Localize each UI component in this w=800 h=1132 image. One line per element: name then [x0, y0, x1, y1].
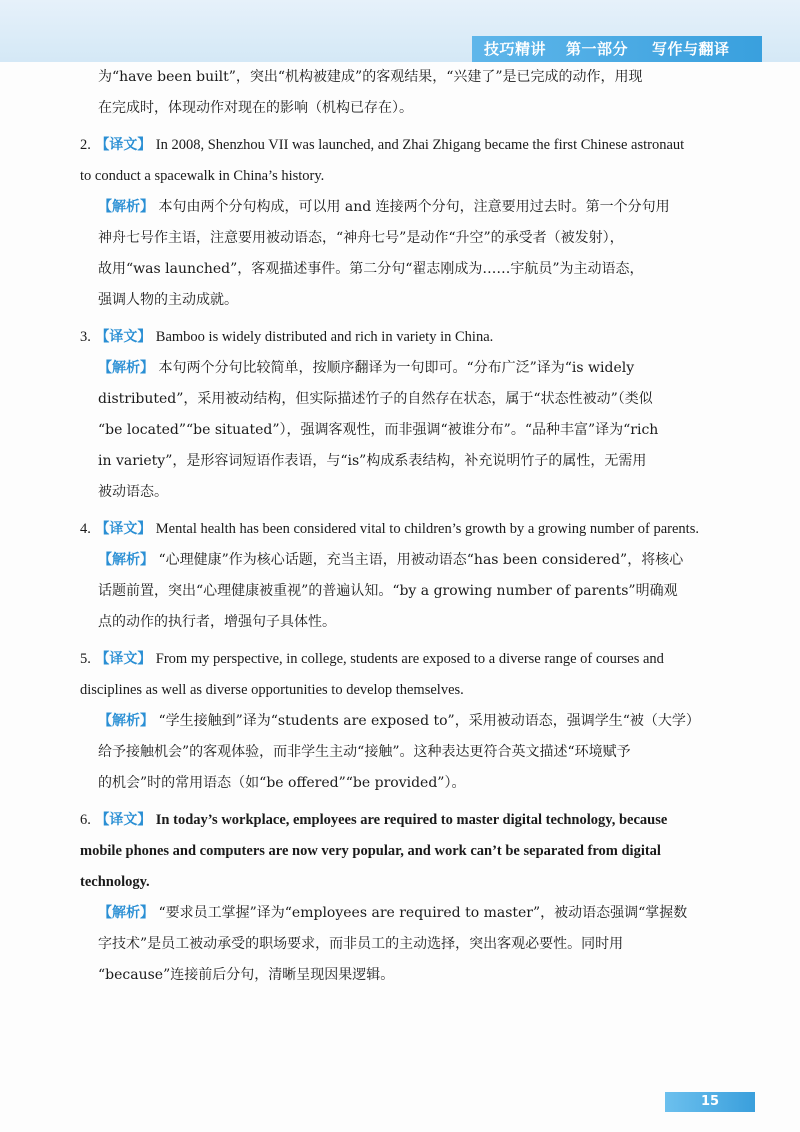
translation-text: technology. [80, 874, 150, 890]
item-line [80, 805, 700, 836]
translation-text: Bamboo is widely distributed and rich in variety in China. [155, 329, 494, 345]
item-line [80, 322, 700, 353]
analysis-tag: 【解析】 [98, 552, 154, 568]
translation-tag: 【译文】 [95, 521, 152, 537]
translation-text: disciplines as well as diverse opportunities to develop themselves. [80, 682, 464, 698]
translation-text: mobile phones and computers are now very popular, and work can’t be separated from digital [80, 843, 661, 859]
text-line [80, 161, 700, 192]
analysis-text: distributed”，采用被动结构，但实际描述竹子的自然存在状态，属于“状态性被动”（类似 [98, 391, 653, 407]
analysis-text: 为“have been built”，突出“机构被建成”的客观结果，“兴建了”是已完成的动作，用现 [98, 69, 643, 85]
translation-text: From my perspective, in college, students are exposed to a diverse range of courses and [155, 651, 664, 667]
translation-text: In 2008, Shenzhou VII was launched, and Zhai Zhigang became the first Chinese astronaut [155, 137, 685, 153]
item-number: 5. [80, 651, 91, 667]
translation-text: to conduct a spacewalk in China’s history. [80, 168, 325, 184]
text-line [80, 477, 700, 508]
analysis-tag: 【解析】 [98, 360, 154, 376]
translation-tag: 【译文】 [95, 137, 152, 153]
text-line [80, 223, 700, 254]
text-line [80, 93, 700, 124]
answer-content [80, 62, 700, 991]
analysis-text: 本句由两个分句构成，可以用 and 连接两个分句，注意要用过去时。第一个分句用 [158, 199, 670, 215]
analysis-tag: 【解析】 [98, 713, 154, 729]
analysis-text: “学生接触到”译为“students are exposed to”，采用被动语态，强调学生“被（大学） [158, 713, 700, 729]
item-number: 2. [80, 137, 91, 153]
header-section-title: 技巧精讲 [484, 40, 547, 58]
analysis-tag: 【解析】 [98, 199, 154, 215]
text-line [80, 192, 700, 223]
translation-tag: 【译文】 [95, 329, 152, 345]
analysis-text: “要求员工掌握”译为“employees are required to master”，被动语态强调“掌握数 [158, 905, 688, 921]
translation-tag: 【译文】 [95, 812, 152, 828]
text-line [80, 867, 700, 898]
analysis-text: in variety”，是形容词短语作表语，与“is”构成系表结构，补充说明竹子的属性，无需用 [98, 453, 647, 469]
item-line [80, 644, 700, 675]
text-line [80, 446, 700, 477]
text-line [80, 929, 700, 960]
text-line [80, 384, 700, 415]
analysis-text: 点的动作的执行者，增强句子具体性。 [98, 614, 336, 630]
analysis-tag: 【解析】 [98, 905, 154, 921]
text-line [80, 768, 700, 799]
analysis-text: 故用“was launched”，客观描述事件。第二分句“翟志刚成为……宇航员”为主动语态， [98, 261, 644, 277]
translation-text: In today’s workplace, employees are required to master digital technology, because [155, 812, 668, 828]
text-line [80, 898, 700, 929]
analysis-text: “be located”“be situated”），强调客观性，而非强调“被谁分布”。“品种丰富”译为“rich [98, 422, 659, 438]
item-number: 6. [80, 812, 91, 828]
text-line [80, 576, 700, 607]
item-line [80, 514, 700, 545]
analysis-text: 字技术”是员工被动承受的职场要求，而非员工的主动选择，突出客观必要性。同时用 [98, 936, 624, 952]
analysis-text: “because”连接前后分句，清晰呈现因果逻辑。 [98, 967, 395, 983]
text-line [80, 706, 700, 737]
item-number: 3. [80, 329, 91, 345]
translation-text: Mental health has been considered vital to children’s growth by a growing number of parents. [155, 521, 699, 537]
translation-tag: 【译文】 [95, 651, 152, 667]
text-line [80, 353, 700, 384]
text-line [80, 285, 700, 316]
text-line [80, 836, 700, 867]
analysis-text: 被动语态。 [98, 484, 168, 500]
text-line [80, 737, 700, 768]
chapter-header [472, 36, 762, 62]
analysis-text: 的机会”时的常用语态（如“be offered”“be provided”）。 [98, 775, 466, 791]
text-line [80, 675, 700, 706]
text-line [80, 415, 700, 446]
item-number: 4. [80, 521, 91, 537]
analysis-text: 强调人物的主动成就。 [98, 292, 238, 308]
header-part-label: 第一部分 [566, 40, 629, 58]
text-line [80, 545, 700, 576]
header-topic-label: 写作与翻译 [652, 40, 730, 58]
text-line [80, 254, 700, 285]
item-line [80, 130, 700, 161]
analysis-text: 神舟七号作主语，注意要用被动语态，“神舟七号”是动作“升空”的承受者（被发射）， [98, 230, 624, 246]
analysis-text: 在完成时，体现动作对现在的影响（机构已存在）。 [98, 100, 413, 116]
text-line [80, 62, 700, 93]
page-number: 15 [665, 1092, 755, 1112]
text-line [80, 960, 700, 991]
text-line [80, 607, 700, 638]
analysis-text: “心理健康”作为核心话题，充当主语，用被动语态“has been considered”，将核心 [158, 552, 684, 568]
analysis-text: 话题前置，突出“心理健康被重视”的普遍认知。“by a growing number of parents”明确观 [98, 583, 678, 599]
analysis-text: 本句两个分句比较简单，按顺序翻译为一句即可。“分布广泛”译为“is widely [158, 360, 635, 376]
analysis-text: 给予接触机会”的客观体验，而非学生主动“接触”。这种表达更符合英文描述“环境赋予 [98, 744, 631, 760]
